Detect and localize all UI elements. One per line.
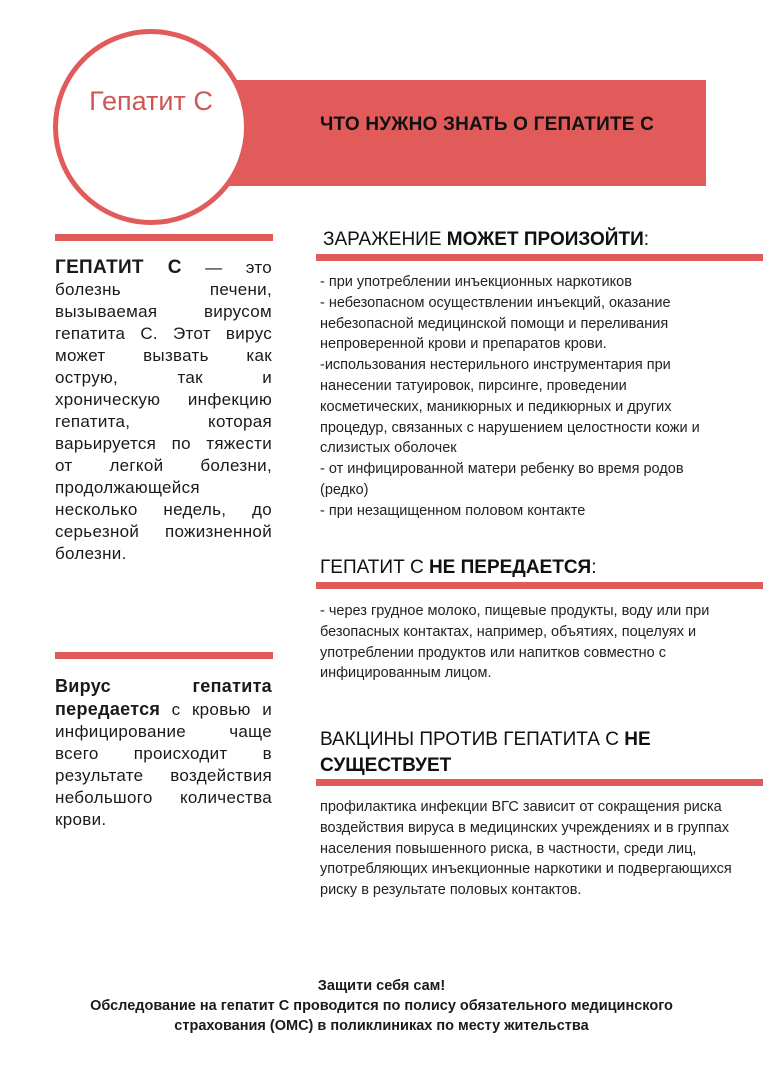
list-item: профилактика инфекции ВГС зависит от сокращения риска: [320, 799, 722, 815]
list-item: употребляющих инъекционные наркотики и подвергающихся: [320, 861, 732, 878]
list-item: - при употреблении инъекционных наркотиков: [320, 274, 632, 290]
list-item: употреблении продуктов или напитков совместно с: [320, 644, 666, 661]
definition-bold: ГЕПАТИТ С: [55, 257, 182, 278]
list-item: - небезопасном осуществлении инъекций, оказание: [320, 294, 671, 311]
list-item: инфицированным лицом.: [320, 665, 492, 682]
list-item: (редко): [320, 481, 369, 498]
title-circle: [53, 29, 249, 225]
list-item: -использования нестерильного инструментария при: [320, 357, 671, 374]
list-item: - от инфицированной матери ребенку во время родов: [320, 461, 684, 478]
list-item: - при незащищенном половом контакте: [320, 502, 586, 519]
section1-divider: [316, 254, 763, 261]
section3-title: ВАКЦИНЫ ПРОТИВ ГЕПАТИТА С НЕ СУЩЕСТВУЕТ: [320, 729, 651, 776]
circle-title: Гепатит С: [89, 86, 213, 116]
footer-slogan: Защити себя сам!: [317, 978, 446, 994]
footer-line-2: Обследование на гепатит С проводится по полису обязательного медицинского: [90, 998, 673, 1014]
list-item: непроверенной крови и препаратов крови.: [320, 336, 607, 353]
list-item: населения повышенного риска, в частности, среди лиц,: [320, 840, 697, 857]
left-divider-bottom: [55, 652, 273, 659]
list-item: слизистых оболочек: [320, 440, 457, 457]
list-item: - через грудное молоко, пищевые продукты, воду или при: [320, 603, 710, 619]
section1-title: ЗАРАЖЕНИЕ МОЖЕТ ПРОИЗОЙТИ:: [323, 229, 650, 250]
footer-line-3: страхования (ОМС) в поликлиниках по месту жительства: [174, 1018, 589, 1034]
definition-text: — это болезнь печени, вызываемая вирусом гепатита С. Этот вирус может вызвать как острую, так и хроническую инфекцию гепатита, которая варьируется по тяжести от легкой болезни, продолжающейся несколько недель, до серьезной пожизненной болезни.: [55, 258, 272, 563]
list-item: процедур, связанных с нарушением целостности кожи и: [320, 419, 700, 436]
section1-list: [320, 272, 763, 522]
transmission-text: с кровью и инфицирование чаще всего происходит в результате воздействия небольшого количества крови.: [55, 700, 272, 829]
section3-list: [320, 797, 763, 901]
list-item: косметических, маникюрных и педикюрных и других: [320, 398, 672, 415]
list-item: нанесении татуировок, пирсинге, проведении: [320, 377, 627, 394]
section2-list: [320, 601, 763, 684]
section2-title: ГЕПАТИТ С НЕ ПЕРЕДАЕТСЯ:: [320, 557, 597, 578]
definition-block: [55, 257, 272, 565]
section3-divider: [316, 779, 763, 786]
banner-title: ЧТО НУЖНО ЗНАТЬ О ГЕПАТИТЕ С: [320, 114, 655, 135]
left-divider-top: [55, 234, 273, 241]
footer: [0, 976, 763, 1036]
transmission-bold: Вирус гепатита передается: [55, 676, 272, 719]
transmission-block: [55, 675, 272, 831]
list-item: воздействия вируса в медицинских учреждениях и в группах: [320, 819, 730, 836]
list-item: риску в результате половых контактов.: [320, 882, 582, 899]
list-item: небезопасной медицинской помощи и переливания: [320, 315, 669, 332]
list-item: безопасных контактах, например, объятиях, поцелуях и: [320, 623, 697, 640]
section2-divider: [316, 582, 763, 589]
